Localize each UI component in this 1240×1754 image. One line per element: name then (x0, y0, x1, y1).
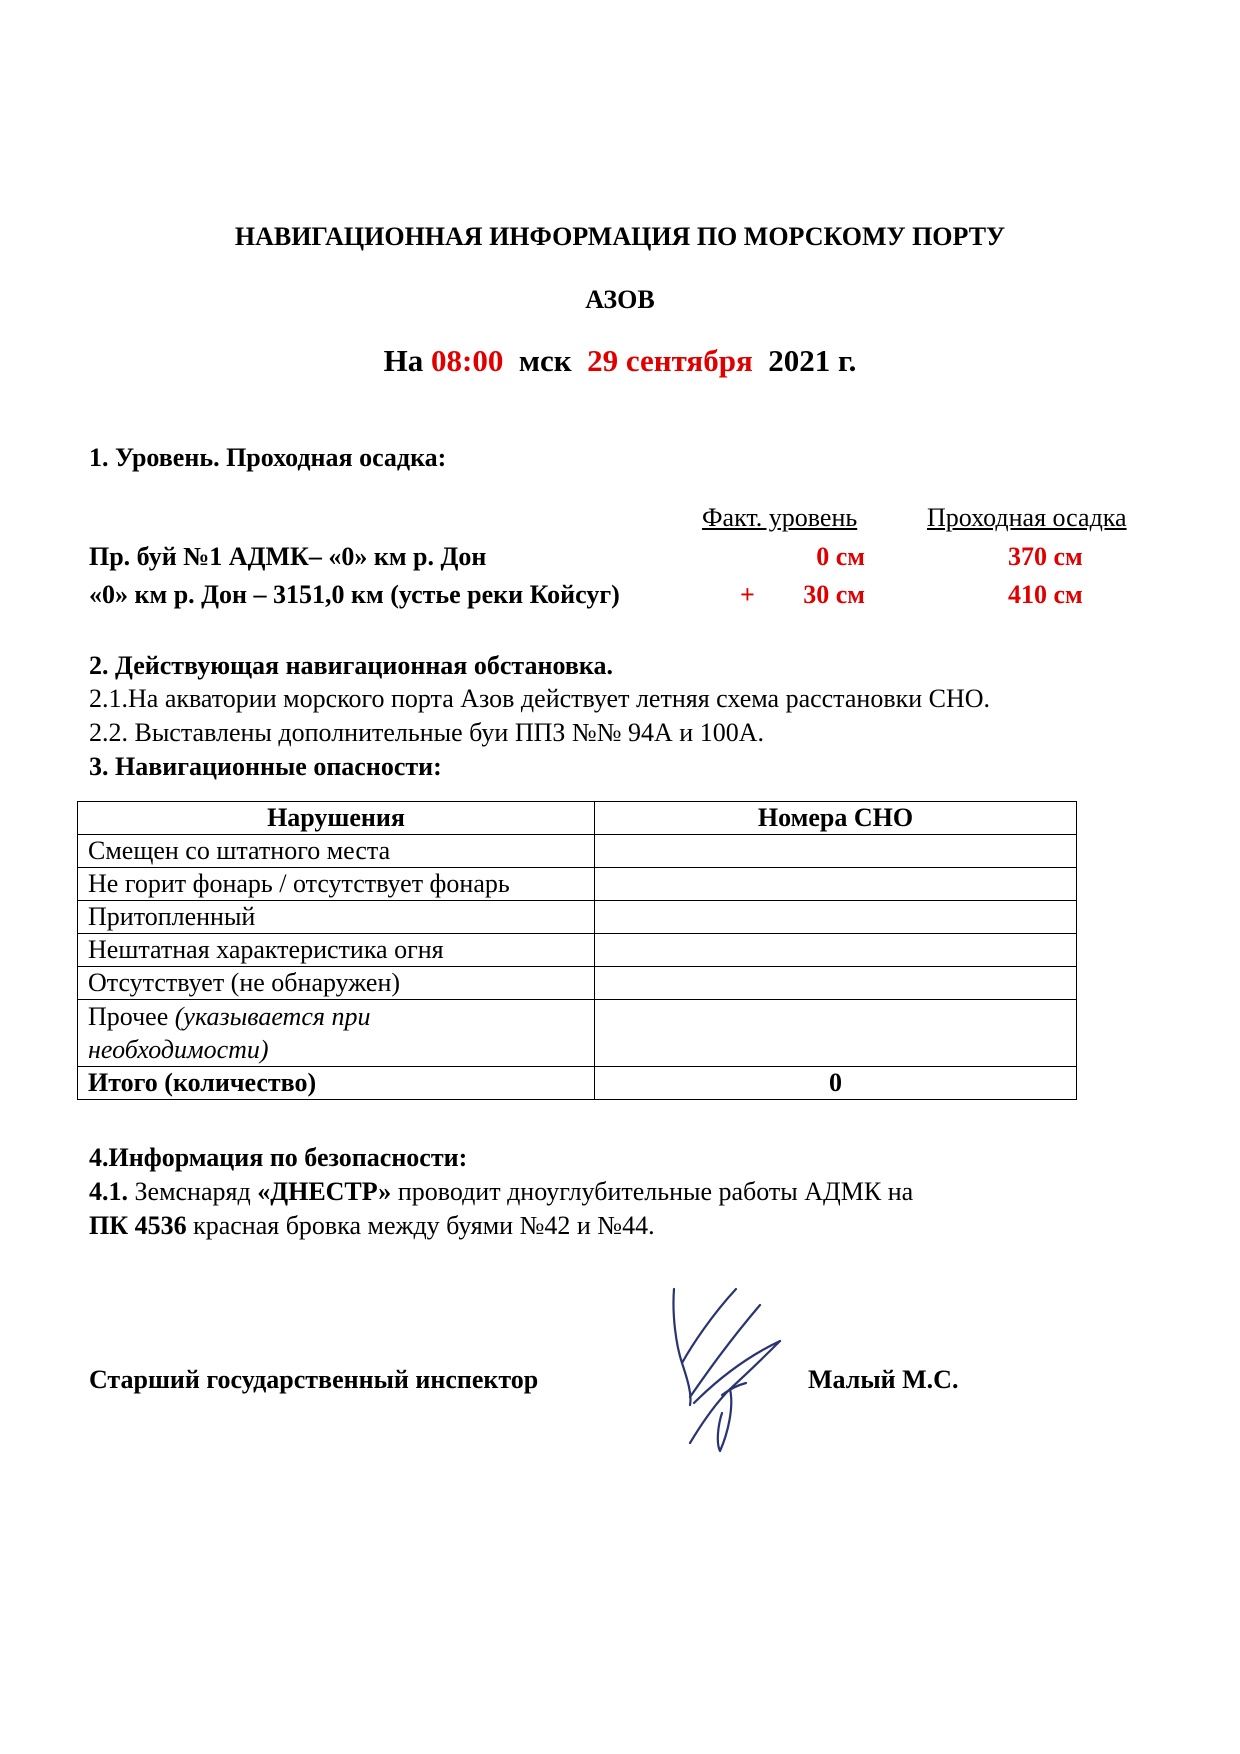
nav-situation-line-2: 2.2. Выставлены дополнительные буи ППЗ №№ 94А и 100А. (89, 718, 764, 747)
safety-item-number: 4.1. (89, 1177, 128, 1206)
level-row-name: «0» км р. Дон – 3151,0 км (устье реки Койсуг) (89, 580, 620, 609)
table-row (78, 868, 1077, 901)
signature-stroke (690, 1341, 780, 1451)
safety-line-1 (89, 1177, 913, 1207)
report-year: 2021 г. (768, 343, 857, 378)
table-row (78, 901, 1077, 934)
violation-label: Смещен со штатного места (78, 835, 595, 868)
violation-value (595, 934, 1077, 967)
report-date: 29 сентября (587, 343, 753, 378)
report-datetime (0, 343, 1240, 379)
level-row-draft: 410 см (1008, 580, 1083, 609)
other-note: (указывается при (174, 1002, 371, 1031)
violation-label: Отсутствует (не обнаружен) (78, 967, 595, 1000)
table-row (78, 934, 1077, 967)
col-header-violations: Нарушения (78, 802, 595, 835)
signer-name: Малый М.С. (808, 1365, 959, 1394)
total-value: 0 (595, 1067, 1077, 1100)
pk-number: ПК 4536 (89, 1211, 187, 1240)
safety-text: Земснаряд (128, 1177, 258, 1206)
port-name: АЗОВ (585, 285, 655, 314)
table-row (78, 967, 1077, 1000)
safety-text-2: красная бровка между буями №42 и №44. (186, 1211, 655, 1240)
level-row-sign: + (740, 580, 755, 609)
table-row (78, 835, 1077, 868)
violation-value (595, 901, 1077, 934)
other-label: Прочее (88, 1002, 169, 1031)
table-header-row (78, 802, 1077, 835)
section-2-heading: 2. Действующая навигационная обстановка. (89, 651, 613, 680)
date-prefix: На (383, 343, 424, 378)
level-row-level: 0 см (816, 542, 865, 571)
nav-situation-line-1: 2.1.На акватории морского порта Азов действует летняя схема расстановки СНО. (89, 684, 991, 713)
violation-value (595, 967, 1077, 1000)
safety-text-cont: проводит дноуглубительные работы АДМК на (391, 1177, 914, 1206)
col-header-numbers: Номера СНО (595, 802, 1077, 835)
section-1-heading: 1. Уровень. Проходная осадка: (89, 443, 447, 472)
level-row-name: Пр. буй №1 АДМК– «0» км р. Дон (89, 542, 487, 571)
section-4-heading: 4.Информация по безопасности: (89, 1143, 468, 1172)
hazards-table (77, 801, 1077, 1100)
violation-value (595, 835, 1077, 868)
violation-label-other (78, 1000, 595, 1067)
report-time: 08:00 (431, 343, 504, 378)
section-3-heading: 3. Навигационные опасности: (89, 752, 442, 781)
total-label: Итого (количество) (78, 1067, 595, 1100)
safety-line-2 (89, 1211, 655, 1241)
col-header-draft: Проходная осадка (927, 503, 1127, 532)
violation-value (595, 868, 1077, 901)
violation-label: Притопленный (78, 901, 595, 934)
signature-strokes (673, 1289, 780, 1451)
violation-label: Нештатная характеристика огня (78, 934, 595, 967)
violation-label: Не горит фонарь / отсутствует фонарь (78, 868, 595, 901)
signer-position: Старший государственный инспектор (89, 1365, 539, 1394)
level-row-draft: 370 см (1008, 542, 1083, 571)
violation-value (595, 1000, 1077, 1067)
other-note-cont: необходимости) (88, 1035, 269, 1064)
vessel-name: «ДНЕСТР» (257, 1177, 392, 1206)
document-title: НАВИГАЦИОННАЯ ИНФОРМАЦИЯ ПО МОРСКОМУ ПОРТУ (234, 222, 1006, 251)
col-header-level: Факт. уровень (702, 503, 858, 532)
table-row-other (78, 1000, 1077, 1067)
time-zone: мск (518, 343, 572, 378)
signature-image (668, 1285, 803, 1455)
level-row-level: 30 см (803, 580, 865, 609)
table-total-row (78, 1067, 1077, 1100)
